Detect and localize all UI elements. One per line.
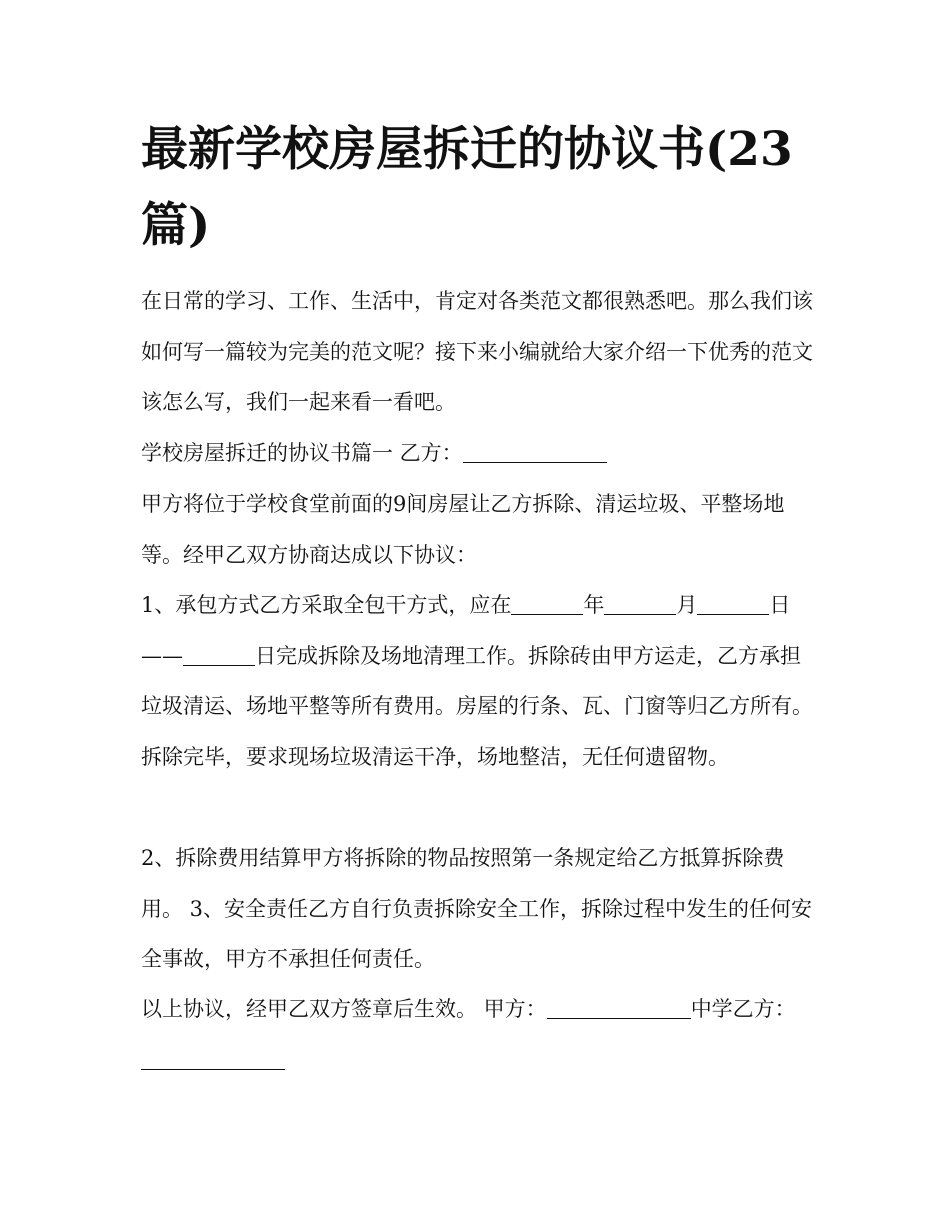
clause-1-paragraph [141,580,821,782]
month-label: 月 [676,593,698,617]
clause-2-3-paragraph: 2、拆除费用结算甲方将拆除的物品按照第一条规定给乙方抵算拆除费用。 3、安全责任乙方自行负责拆除安全工作，拆除过程中发生的任何安全事故，甲方不承担任何责任。 [141,846,813,971]
intro-paragraph: 在日常的学习、工作、生活中，肯定对各类范文都很熟悉吧。那么我们该如何写一篇较为完美的范文呢？接下来小编就给大家介绍一下优秀的范文该怎么写，我们一起来看一看吧。 [141,289,813,414]
section-heading [141,428,821,479]
signature-paragraph [141,984,821,1085]
end-day-blank [183,641,255,665]
start-year-blank [511,591,583,615]
day-label: 日—— [141,593,791,668]
clause-1-lead: 1、承包方式乙方采取全包干方式，应在 [141,593,512,617]
start-day-blank [697,591,769,615]
section-heading-text: 学校房屋拆迁的协议书篇一 乙方： [141,441,463,465]
site-paragraph: 甲方将位于学校食堂前面的9间房屋让乙方拆除、清运垃圾、平整场地等。经甲乙双方协商达成以下协议： [141,492,785,567]
year-label: 年 [583,593,605,617]
party-b-signature-blank [141,1045,285,1069]
clause-1-body: 日完成拆除及场地清理工作。拆除砖由甲方运走，乙方承担垃圾清运、场地平整等所有费用。房屋的行条、瓦、门窗等归乙方所有。拆除完毕，要求现场垃圾清运干净，场地整洁，无任何遗留物。 [141,643,813,769]
signature-text: 以上协议，经甲乙双方签章后生效。 甲方： [141,997,547,1021]
document-title: 最新学校房屋拆迁的协议书(23篇) [141,122,793,253]
start-month-blank [604,591,676,615]
school-party-b-label: 中学乙方： [690,997,796,1021]
party-b-blank [463,439,607,463]
party-a-signature-blank [547,995,691,1019]
